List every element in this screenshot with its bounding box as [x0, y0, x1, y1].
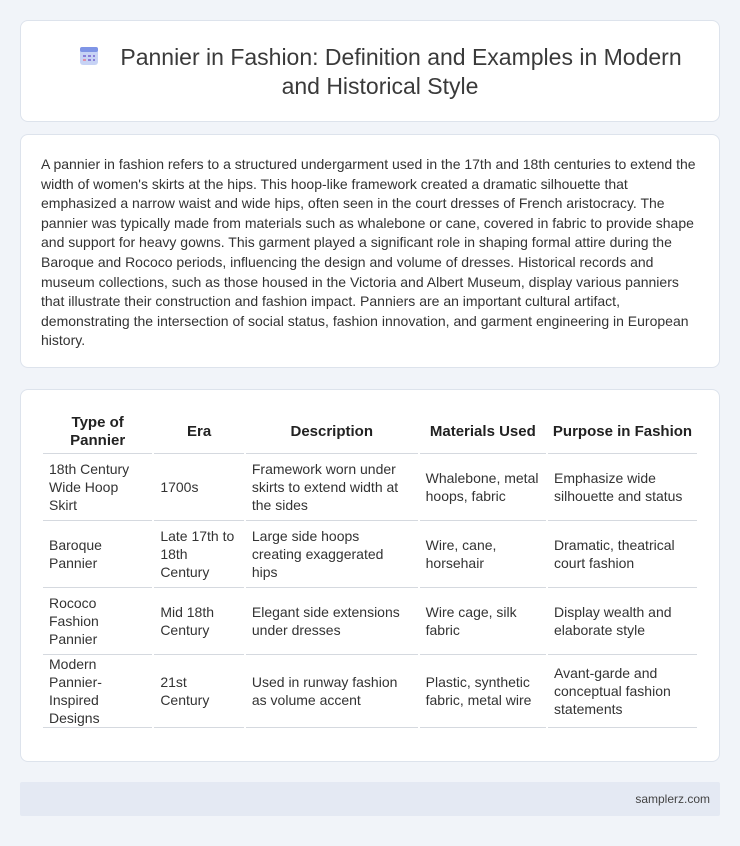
header-type: Type of Pannier [43, 410, 152, 454]
cell-description: Elegant side extensions under dresses [246, 588, 418, 655]
cell-description: Framework worn under skirts to extend width at the sides [246, 454, 418, 521]
cell-description: Large side hoops creating exaggerated hips [246, 521, 418, 588]
table-card [20, 389, 720, 762]
header-description: Description [246, 410, 418, 454]
cell-type: 18th Century Wide Hoop Skirt [43, 454, 152, 521]
pannier-table [41, 410, 699, 728]
cell-purpose: Display wealth and elaborate style [548, 588, 697, 655]
cell-materials: Whalebone, metal hoops, fabric [420, 454, 546, 521]
page-title: Pannier in Fashion: Definition and Examples in Modern and Historical Style [120, 44, 682, 99]
intro-card [20, 134, 720, 368]
table-row [43, 588, 697, 655]
cell-era: 21st Century [154, 655, 244, 728]
table-row [43, 454, 697, 521]
cell-era: 1700s [154, 454, 244, 521]
cell-type: Rococo Fashion Pannier [43, 588, 152, 655]
cell-purpose: Avant-garde and conceptual fashion statements [548, 655, 697, 728]
header-era: Era [154, 410, 244, 454]
cell-type: Baroque Pannier [43, 521, 152, 588]
cell-materials: Wire cage, silk fabric [420, 588, 546, 655]
intro-paragraph: A pannier in fashion refers to a structured undergarment used in the 17th and 18th centuries to extend the width of women's skirts at the hips. This hoop-like framework created a dramatic silhouette that emphasized a narrow waist and wide hips, often seen in the court dresses of French aristocracy. The pannier was typically made from materials such as whalebone or cane, covered in fabric to provide shape and support for heavy gowns. This garment played a significant role in shaping formal attire during the Baroque and Rococo periods, influencing the design and volume of dresses. Historical records and museum collections, such as those housed in the Victoria and Albert Museum, display various panniers that illustrate their construction and fashion impact. Panniers are an important cultural artifact, demonstrating the intersection of social status, fashion innovation, and garment engineering in European history. [41, 156, 696, 349]
document-icon [78, 45, 100, 67]
header-purpose: Purpose in Fashion [548, 410, 697, 454]
page-title-wrap [61, 43, 699, 101]
cell-purpose: Dramatic, theatrical court fashion [548, 521, 697, 588]
footer [20, 782, 720, 816]
footer-site-link[interactable]: samplerz.com [635, 792, 710, 806]
header-materials: Materials Used [420, 410, 546, 454]
cell-type: Modern Pannier-Inspired Designs [43, 655, 152, 728]
cell-materials: Plastic, synthetic fabric, metal wire [420, 655, 546, 728]
table-row [43, 521, 697, 588]
cell-era: Mid 18th Century [154, 588, 244, 655]
table-row [43, 655, 697, 728]
title-card [20, 20, 720, 122]
cell-era: Late 17th to 18th Century [154, 521, 244, 588]
table-header-row [43, 410, 697, 454]
cell-purpose: Emphasize wide silhouette and status [548, 454, 697, 521]
cell-materials: Wire, cane, horsehair [420, 521, 546, 588]
cell-description: Used in runway fashion as volume accent [246, 655, 418, 728]
